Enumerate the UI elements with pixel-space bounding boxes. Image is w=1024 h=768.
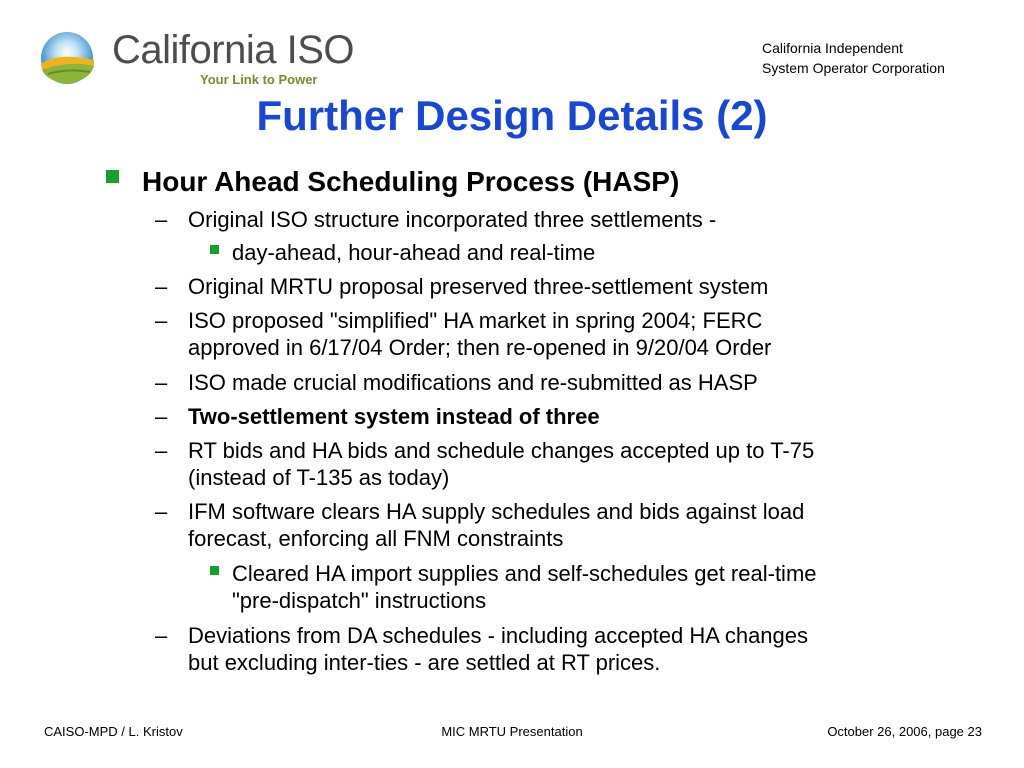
- dash-bullet-icon: –: [155, 499, 168, 524]
- sub-bullet-text-continued: "pre-dispatch" instructions: [232, 588, 487, 613]
- footer-date-page: October 26, 2006, page 23: [827, 724, 982, 739]
- bullet-text-continued: forecast, enforcing all FNM constraints: [188, 526, 564, 551]
- sub-bullet-text: day-ahead, hour-ahead and real-time: [232, 240, 596, 265]
- bullet-text: Original MRTU proposal preserved three-settlement system: [188, 274, 769, 299]
- bullet-text: ISO made crucial modifications and re-submitted as HASP: [188, 370, 758, 395]
- bullet-text: Original ISO structure incorporated three settlements -: [188, 207, 717, 232]
- dash-bullet-icon: –: [155, 404, 168, 429]
- corporation-line-1: California Independent: [762, 40, 903, 56]
- slide-title: Further Design Details (2): [256, 92, 768, 139]
- footer-presentation: MIC MRTU Presentation: [441, 724, 583, 739]
- logo-tagline: Your Link to Power: [200, 72, 318, 87]
- main-bullet: Hour Ahead Scheduling Process (HASP): [142, 166, 680, 197]
- dash-bullet-icon: –: [155, 274, 168, 299]
- dash-bullet-icon: –: [155, 438, 168, 463]
- sub-bullet-text: Cleared HA import supplies and self-schedules get real-time: [232, 561, 817, 586]
- bullet-text-continued: (instead of T-135 as today): [188, 465, 450, 490]
- bullet-text: ISO proposed "simplified" HA market in spring 2004; FERC: [188, 308, 763, 333]
- dash-bullet-icon: –: [155, 207, 168, 232]
- bullet-text-continued: approved in 6/17/04 Order; then re-opened in 9/20/04 Order: [188, 335, 772, 360]
- dash-bullet-icon: –: [155, 308, 168, 333]
- bullet-text-continued: but excluding inter-ties - are settled at RT prices.: [188, 650, 661, 675]
- footer-author: CAISO-MPD / L. Kristov: [44, 724, 183, 739]
- bullet-text: IFM software clears HA supply schedules and bids against load: [188, 499, 805, 524]
- logo-name: California ISO: [112, 28, 354, 72]
- corporation-line-2: System Operator Corporation: [762, 60, 945, 76]
- bullet-text: Deviations from DA schedules - including accepted HA changes: [188, 623, 809, 648]
- square-bullet-icon: [210, 245, 219, 254]
- bullet-text-bold: Two-settlement system instead of three: [188, 404, 600, 429]
- bullet-text: RT bids and HA bids and schedule changes accepted up to T-75: [188, 438, 815, 463]
- dash-bullet-icon: –: [155, 623, 168, 648]
- dash-bullet-icon: –: [155, 370, 168, 395]
- square-bullet-icon: [106, 170, 119, 183]
- square-bullet-icon: [210, 566, 219, 575]
